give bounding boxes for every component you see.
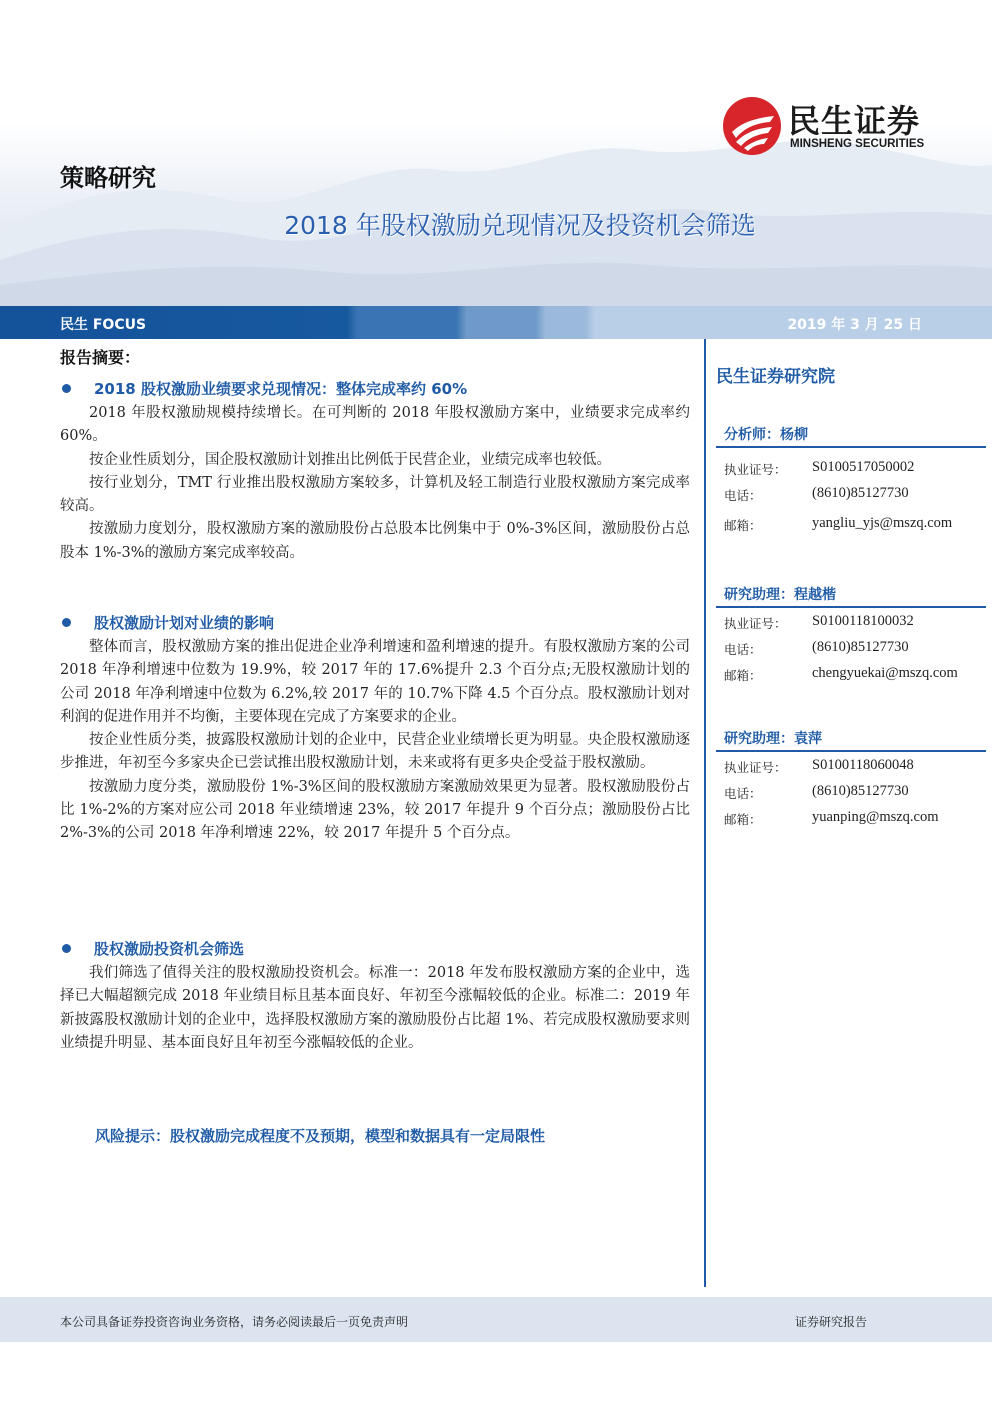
header-bar — [0, 306, 992, 339]
bullet-icon — [62, 618, 71, 627]
person-heading: 研究助理：袁萍 — [716, 724, 986, 752]
license-row: 执业证号： S0100517050002 — [724, 459, 915, 477]
paragraph: 2018 年股权激励规模持续增长。在可判断的 2018 年股权激励方案中，业绩要求完成率约 60%。 — [60, 405, 690, 445]
report-category: 策略研究 — [60, 164, 156, 192]
person-heading: 研究助理：程越楷 — [716, 580, 986, 608]
paragraph: 按行业划分，TMT 行业推出股权激励方案较多，计算机及轻工制造行业股权激励方案完成率较高。 — [60, 474, 690, 515]
disclaimer-note: 本公司具备证券投资咨询业务资格，请务必阅读最后一页免责声明 — [60, 1315, 409, 1329]
risk-warning: 风险提示：股权激励完成程度不及预期，模型和数据具有一定局限性 — [95, 1127, 546, 1145]
email-link[interactable]: yuanping@mszq.com — [812, 809, 939, 825]
paragraph: 按激励力度分类，激励股份 1%-3%区间的股权激励方案激励效果更为显著。股权激励股份占比 1%-2%的方案对应公司 2018 年业绩增速 23%，较 2017 年提升 9 个百分点；激励股份占比 2%-3%的公司 2018 年净利增速 22%，较 2017 年提升 5 个百分点。 — [60, 778, 690, 842]
logo-emblem-icon — [722, 96, 782, 156]
phone-row: 电话： (8610)85127730 — [724, 485, 909, 503]
person-heading: 分析师：杨柳 — [716, 420, 986, 448]
focus-label: 民生 FOCUS — [60, 317, 147, 333]
email-row: 邮箱： yangliu_yjs@mszq.com — [724, 515, 953, 533]
assistant-card-1 — [716, 580, 986, 686]
email-link[interactable]: yangliu_yjs@mszq.com — [812, 515, 953, 531]
section-heading: 2018 股权激励业绩要求兑现情况：整体完成率约 60% — [60, 378, 690, 402]
email-row: 邮箱： yuanping@mszq.com — [724, 809, 939, 827]
phone-row: 电话： (8610)85127730 — [724, 639, 909, 657]
page-footer — [0, 1297, 992, 1342]
assistant-card-2 — [716, 724, 986, 830]
section-heading: 股权激励计划对业绩的影响 — [60, 612, 690, 636]
paragraph: 按企业性质分类，披露股权激励计划的企业中，民营企业业绩增长更为明显。央企股权激励逐步推进，年初至今多家央企已尝试推出股权激励计划，未来或将有更多央企受益于股权激励。 — [60, 732, 690, 772]
page-header — [0, 0, 992, 306]
abstract-title: 报告摘要： — [60, 348, 141, 367]
paragraph: 整体而言，股权激励方案的推出促进企业净利增速和盈利增速的提升。有股权激励方案的公司 2018 年净利增速中位数为 19.9%，较 2017 年的 17.6%提升 2.3 个百分点;无股权激励计划的公司 2018 年净利增速中位数为 6.2%,较 2017 年的 10.7%下降 4.5 个百分点。股权激励计划对利润的促进作用并不均衡，主要体现在完成了方案要求的企业。 — [60, 639, 690, 725]
bullet-icon — [62, 944, 71, 953]
license-row: 执业证号： S0100118100032 — [724, 613, 914, 631]
phone-row: 电话： (8610)85127730 — [724, 783, 909, 801]
section-impact — [60, 612, 690, 846]
institute-name: 民生证券研究院 — [716, 367, 835, 387]
paragraph: 按激励力度划分，股权激励方案的激励股份占总股本比例集中于 0%-3%区间，激励股份占总股本 1%-3%的激励方案完成率较高。 — [60, 521, 690, 561]
report-title: 2018 年股权激励兑现情况及投资机会筛选 — [284, 211, 756, 240]
bullet-icon — [62, 384, 71, 393]
brand-name-en: MINSHENG SECURITIES — [790, 138, 925, 150]
paragraph: 我们筛选了值得关注的股权激励投资机会。标准一：2018 年发布股权激励方案的企业中，选择已大幅超额完成 2018 年业绩目标且基本面良好、年初至今涨幅较低的企业。标准二：2019 年新披露股权激励计划的企业中，选择股权激励方案的激励股份占比超 1%、若完成股权激励要求则业绩提升明显、基本面良好且年初至今涨幅较低的企业。 — [60, 965, 690, 1051]
brand-name-cn: 民生证券 — [788, 103, 921, 139]
analyst-card — [716, 420, 986, 536]
section-performance — [60, 378, 690, 565]
report-type: 证券研究报告 — [794, 1315, 867, 1329]
email-row: 邮箱： chengyuekai@mszq.com — [724, 665, 958, 683]
column-divider — [704, 339, 706, 1287]
license-row: 执业证号： S0100118060048 — [724, 757, 914, 775]
email-link[interactable]: chengyuekai@mszq.com — [812, 665, 958, 681]
section-heading: 股权激励投资机会筛选 — [60, 938, 690, 962]
report-date: 2019 年 3 月 25 日 — [787, 317, 922, 333]
paragraph: 按企业性质划分，国企股权激励计划推出比例低于民营企业，业绩完成率也较低。 — [89, 451, 611, 468]
minsheng-logo — [722, 96, 962, 156]
section-opportunities — [60, 938, 690, 1055]
